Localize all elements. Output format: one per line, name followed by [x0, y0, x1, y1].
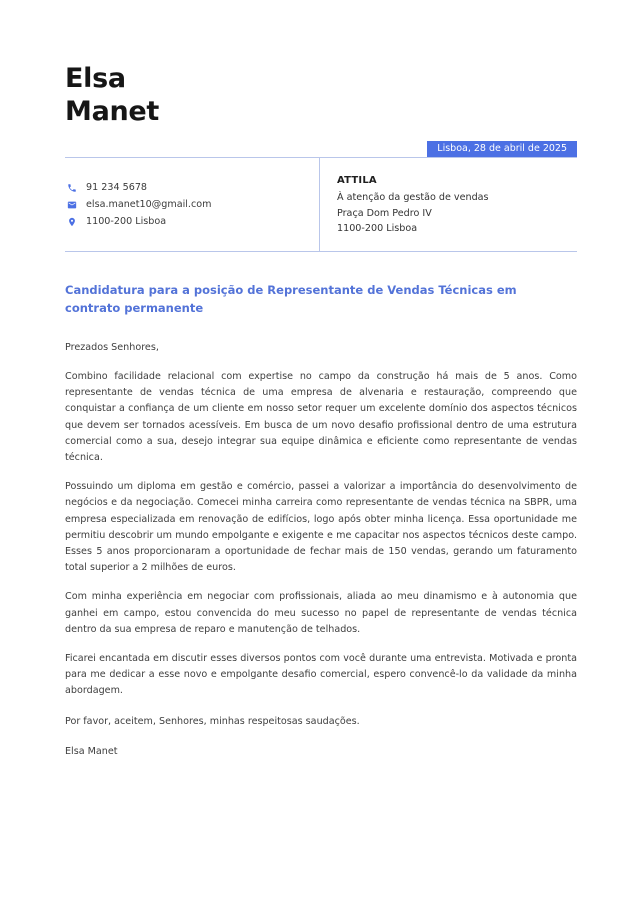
paragraph-1: Combino facilidade relacional com expertise no campo da construção há mais de 5 anos. Como representante de vendas técnica de uma empresa de alvenaria e restauração, compreendo que conquistar a confiança de um cliente em nosso setor requer um excelente domínio dos aspectos técnicos que devem ser tornados acessíveis. Em busca de um novo desafio profissional dentro de uma estrutura comercial como a sua, desejo integrar sua equipe dinâmica e eficiente como representante de vendas técnica. — [65, 370, 577, 463]
paragraph-2: Possuindo um diploma em gestão e comércio, passei a valorizar a importância do desenvolvimento de negócios e da negociação. Comecei minha carreira como representante de vendas técnica na SBPR, uma empresa especializada em renovação de edifícios, logo após obter minha licença. Essa oportunidade me permitiu descobrir um mundo empolgante e exigente e me capacitar nos aspectos técnicos deste campo. Esses 5 anos proporcionaram a oportunidade de fechar mais de 150 vendas, gerando um faturamento total superior a 2 milhões de euros. — [65, 481, 577, 574]
contact-email-text: elsa.manet10@gmail.com — [86, 199, 212, 210]
date-badge-row — [65, 141, 577, 157]
header — [65, 62, 577, 157]
contact-phone-text: 91 234 5678 — [86, 182, 148, 193]
recipient-block — [320, 158, 489, 251]
recipient-attention-line: À atenção da gestão de vendas — [337, 192, 489, 203]
paragraph-3: Com minha experiência em negociar com profissionais, aliada ao meu dinamismo e à autonomia que ganhei em campo, estou convencida do meu sucesso no papel de representante de vendas técnica dentro da sua empresa de reparo e manutenção de telhados. — [65, 591, 577, 635]
contact-email-row — [67, 196, 309, 213]
map-pin-icon — [67, 217, 77, 227]
paragraph-4: Ficarei encantada em discutir esses diversos pontos com você durante uma entrevista. Motivada e pronta para me dedicar a esse novo e empolgante desafio comercial, espero convencê-lo da validade da minha abordagem. — [65, 653, 577, 697]
envelope-icon — [67, 200, 77, 210]
signature: Elsa Manet — [65, 745, 118, 757]
recipient-city: 1100-200 Lisboa — [337, 223, 418, 234]
closing-line: Por favor, aceitem, Senhores, minhas respeitosas saudações. — [65, 715, 360, 727]
recipient-name: ATTILA — [337, 175, 377, 186]
contact-block — [65, 158, 320, 251]
contact-address-text: 1100-200 Lisboa — [86, 216, 167, 227]
phone-icon — [67, 183, 77, 193]
candidate-last-name: Manet — [65, 96, 160, 127]
recipient-street: Praça Dom Pedro IV — [337, 207, 432, 219]
candidate-name — [65, 62, 577, 128]
letter-subject: Candidatura para a posição de Representante de Vendas Técnicas em contrato permanente — [65, 282, 517, 316]
contact-phone-row — [67, 179, 309, 196]
letter-body — [65, 281, 577, 761]
date-badge: Lisboa, 28 de abril de 2025 — [427, 141, 577, 157]
info-band — [65, 157, 577, 252]
contact-address-row — [67, 213, 309, 230]
candidate-first-name: Elsa — [65, 63, 126, 94]
salutation: Prezados Senhores, — [65, 341, 159, 353]
